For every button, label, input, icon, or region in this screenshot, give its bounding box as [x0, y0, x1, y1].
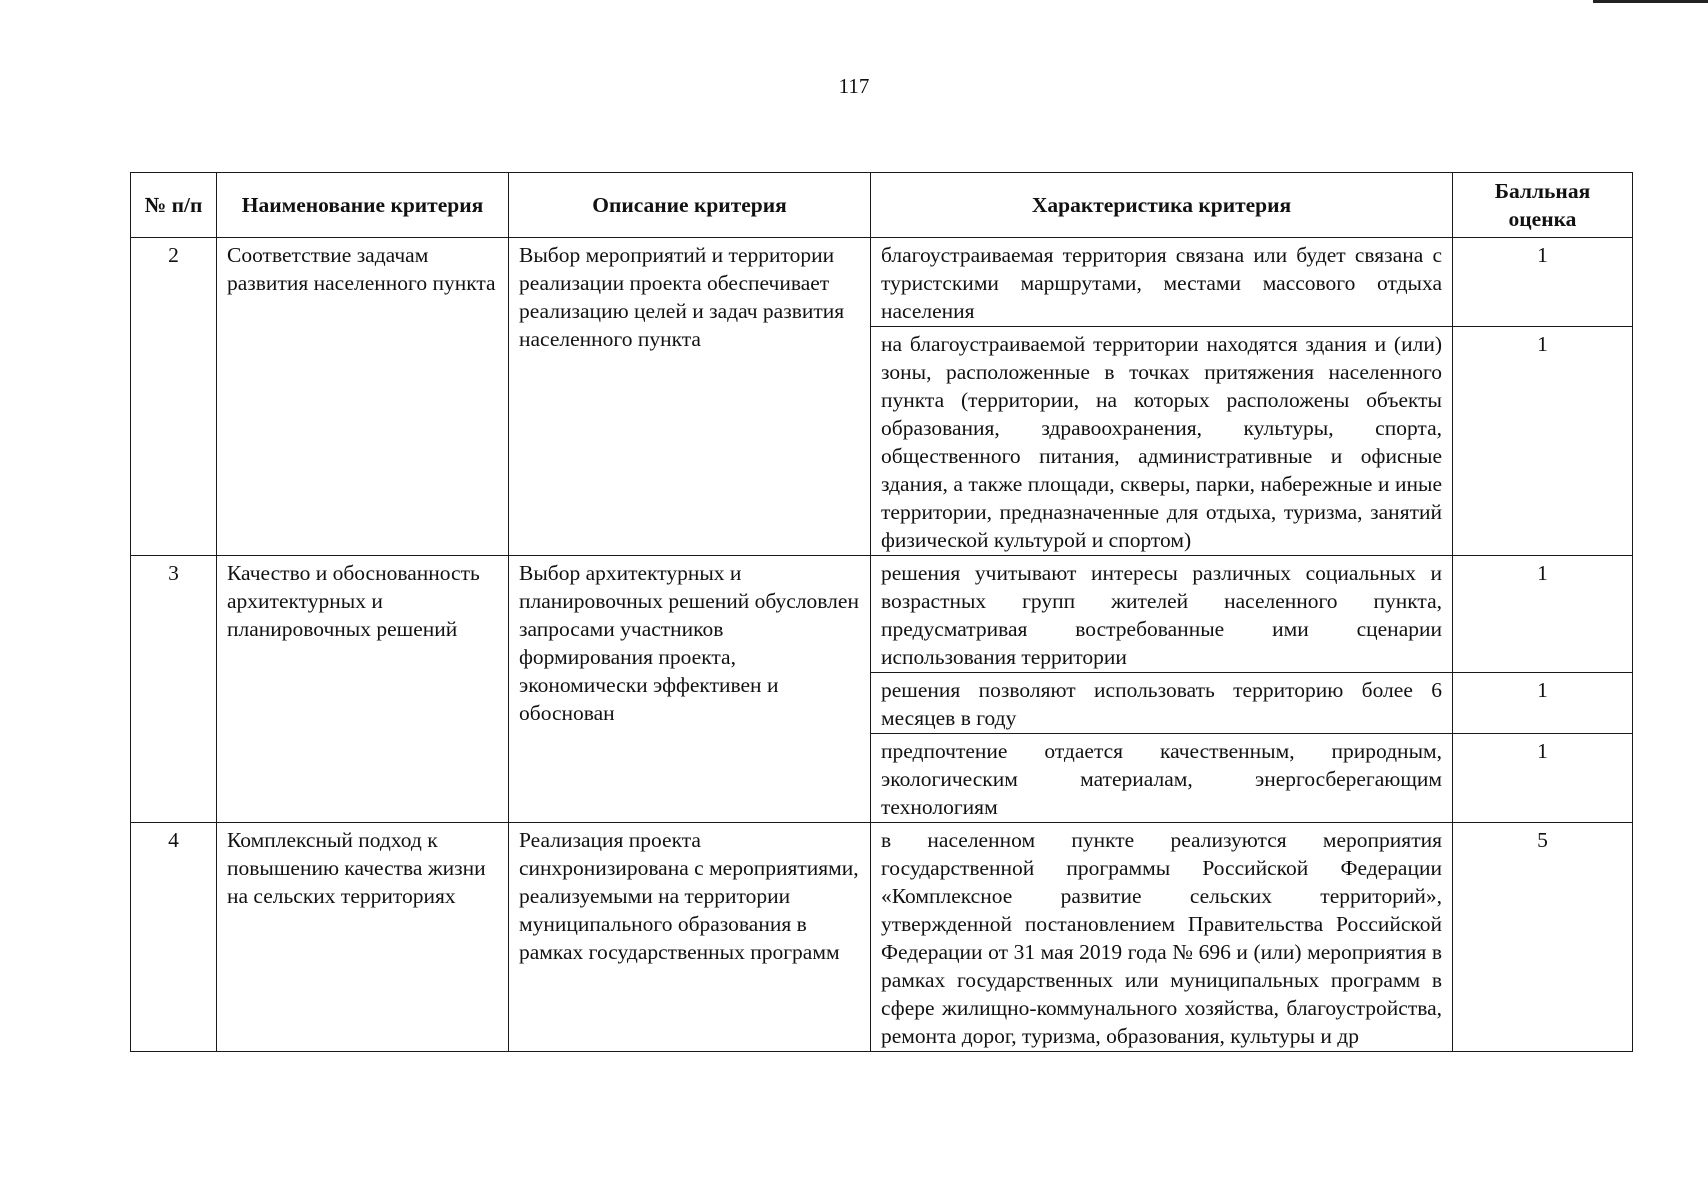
criterion-characteristic: на благоустраиваемой территории находятся здания и (или) зоны, расположенные в точках притяжения населенного пункта (территории, на которых расположены объекты образования, здравоохранения, культуры, спорта, общественного питания, административные и офисные здания, а также площади, скверы, парки, набережные и иные территории, предназначенные для отдыха, туризма, занятий физической культурой и спортом) [871, 327, 1453, 556]
criterion-characteristic: решения позволяют использовать территорию более 6 месяцев в году [871, 673, 1453, 734]
table-header-row [131, 173, 1633, 238]
criterion-description: Выбор архитектурных и планировочных решений обусловлен запросами участников формирования проекта, экономически эффективен и обоснован [509, 556, 871, 823]
criterion-characteristic: решения учитывают интересы различных социальных и возрастных групп жителей населенного пункта, предусматривая востребованные ими сценарии использования территории [871, 556, 1453, 673]
criteria-table [130, 172, 1633, 1052]
criterion-description: Реализация проекта синхронизирована с мероприятиями, реализуемыми на территории муниципального образования в рамках государственных программ [509, 823, 871, 1052]
table-row [131, 823, 1633, 1052]
row-number: 4 [131, 823, 217, 1052]
table-row [131, 238, 1633, 327]
criterion-description: Выбор мероприятий и территории реализации проекта обеспечивает реализацию целей и задач развития населенного пункта [509, 238, 871, 556]
criterion-score: 5 [1453, 823, 1633, 1052]
criterion-characteristic: благоустраиваемая территория связана или будет связана с туристскими маршрутами, местами массового отдыха населения [871, 238, 1453, 327]
table-row [131, 556, 1633, 673]
header-num: № п/п [131, 173, 217, 238]
criterion-score: 1 [1453, 734, 1633, 823]
criterion-name: Качество и обоснованность архитектурных и планировочных решений [217, 556, 509, 823]
row-number: 2 [131, 238, 217, 556]
header-name: Наименование критерия [217, 173, 509, 238]
page-number: 117 [838, 74, 870, 98]
criterion-characteristic: предпочтение отдается качественным, природным, экологическим материалам, энергосберегающим технологиям [871, 734, 1453, 823]
criterion-characteristic: в населенном пункте реализуются мероприятия государственной программы Российской Федерации «Комплексное развитие сельских территорий», утвержденной постановлением Правительства Российской Федерации от 31 мая 2019 года № 696 и (или) мероприятия в рамках государственных или муниципальных программ в сфере жилищно-коммунального хозяйства, благоустройства, ремонта дорог, туризма, образования, культуры и др [871, 823, 1453, 1052]
header-description: Описание критерия [509, 173, 871, 238]
criterion-name: Соответствие задачам развития населенного пункта [217, 238, 509, 556]
criterion-score: 1 [1453, 556, 1633, 673]
scan-edge-mark [1593, 0, 1708, 3]
row-number: 3 [131, 556, 217, 823]
header-score: Балльная оценка [1453, 173, 1633, 238]
criterion-score: 1 [1453, 327, 1633, 556]
header-characteristic: Характеристика критерия [871, 173, 1453, 238]
criterion-score: 1 [1453, 673, 1633, 734]
criterion-name: Комплексный подход к повышению качества жизни на сельских территориях [217, 823, 509, 1052]
criterion-score: 1 [1453, 238, 1633, 327]
